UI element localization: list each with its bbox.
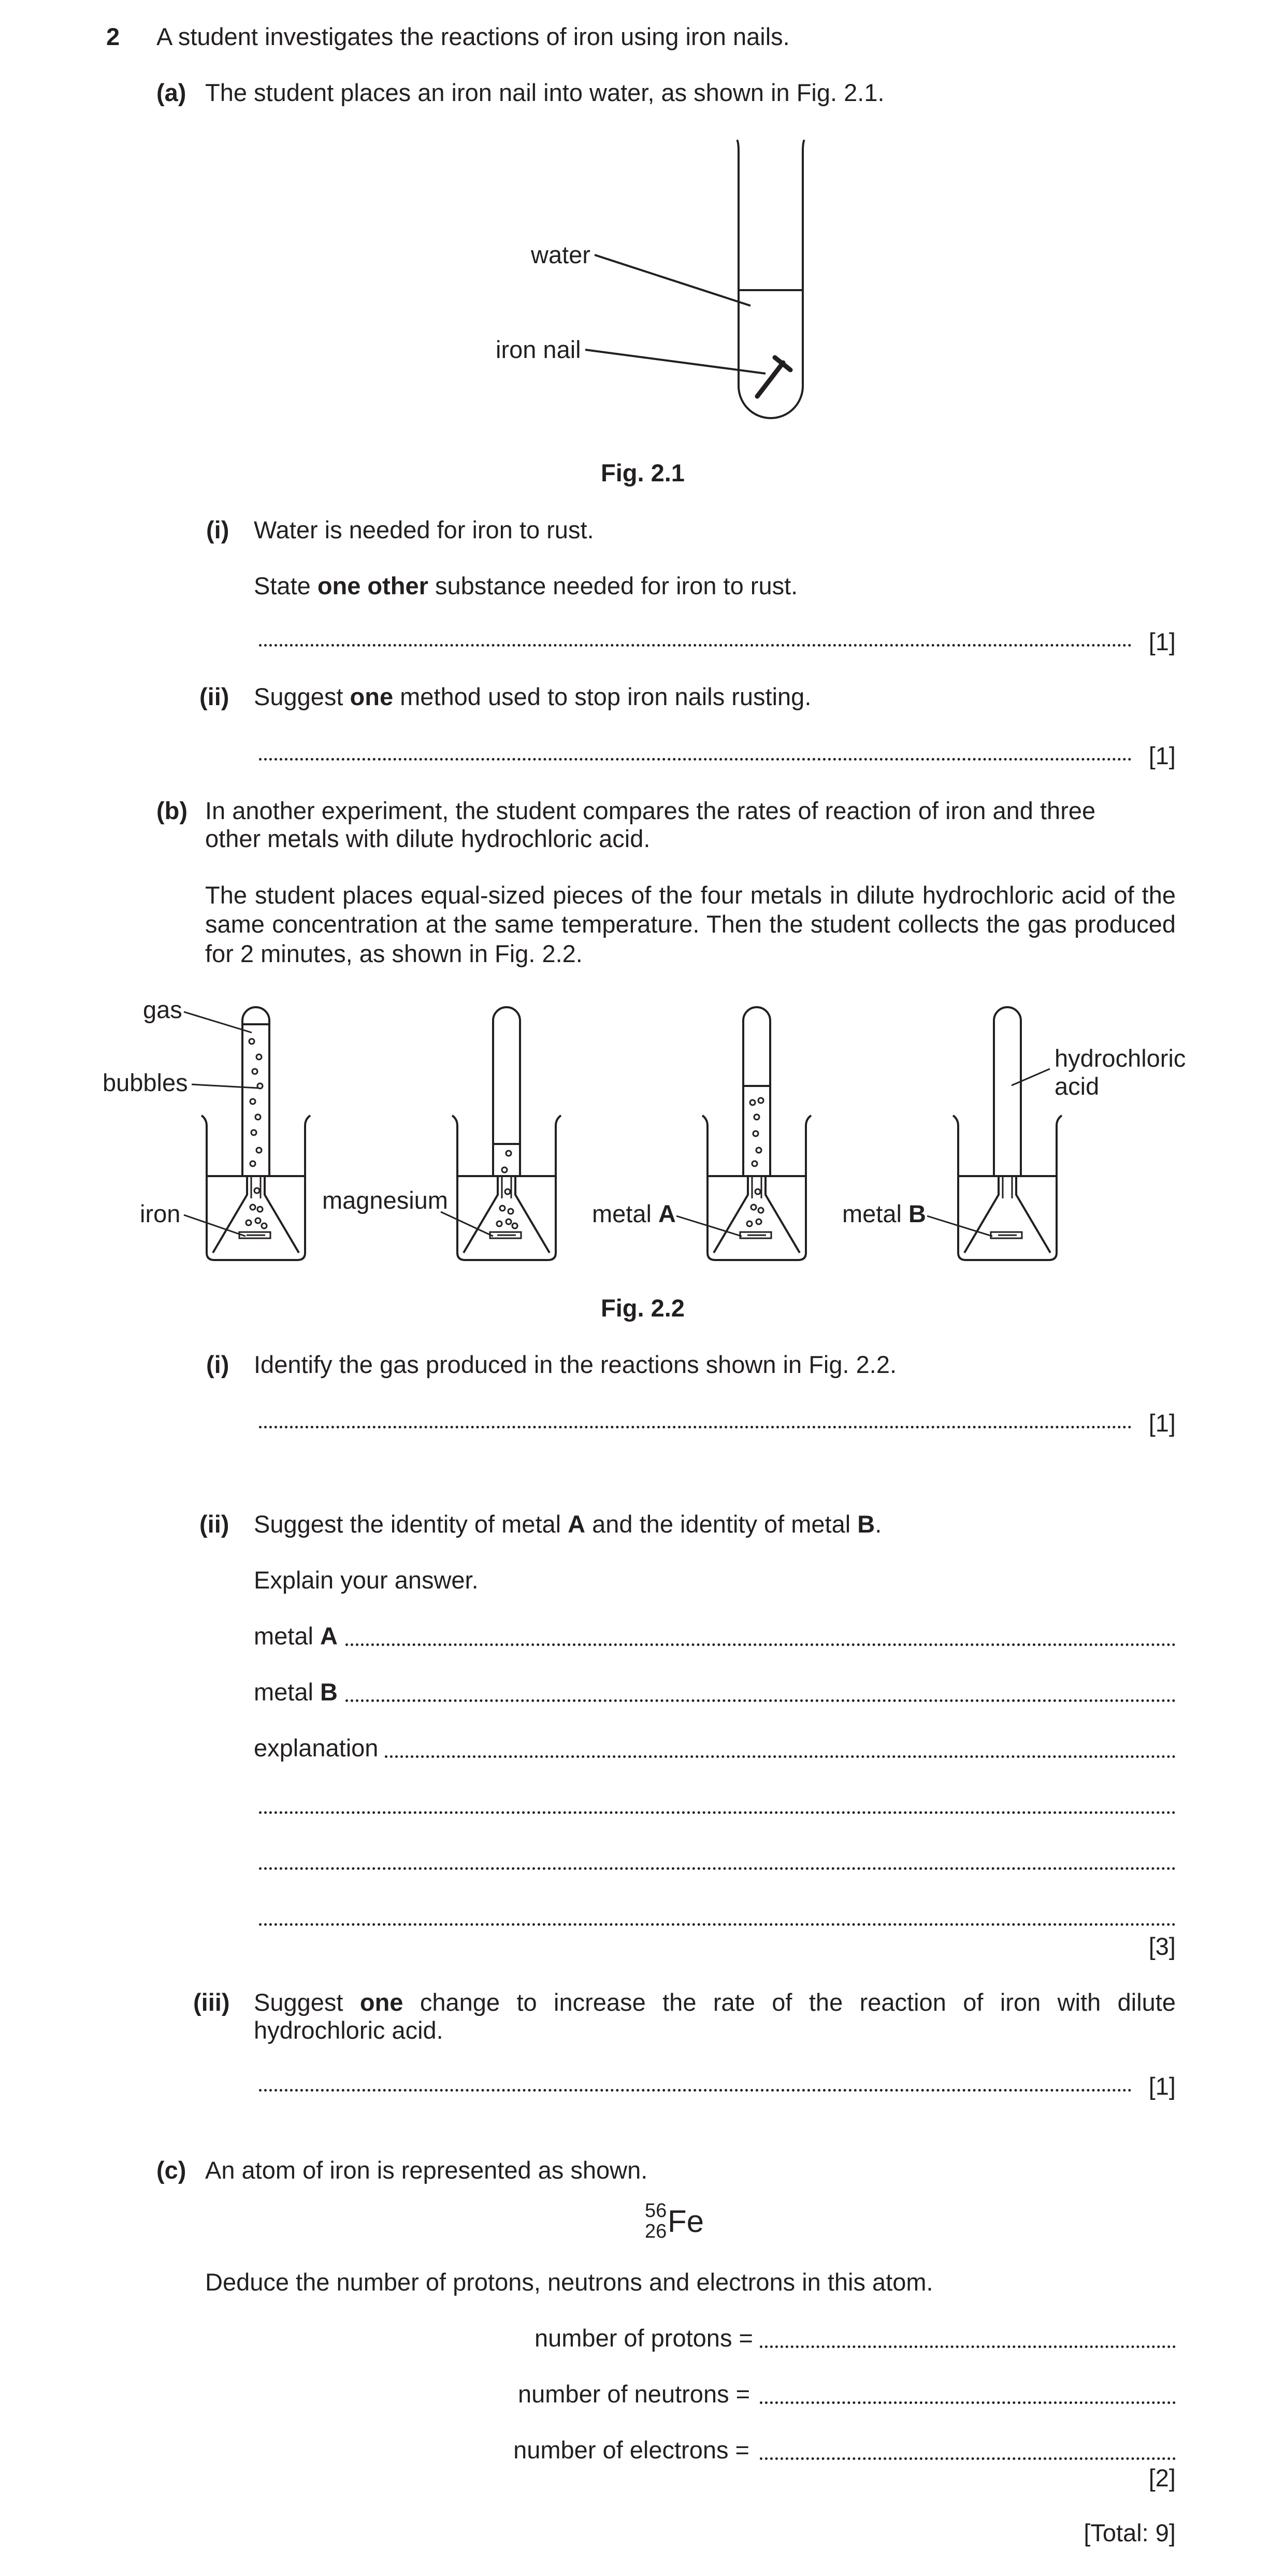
part-c-text: An atom of iron is represented as shown.	[205, 2156, 648, 2184]
gas-label: gas	[143, 996, 182, 1023]
mark-a-ii: [1]	[1148, 742, 1176, 769]
neutrons-label: number of neutrons =	[518, 2380, 750, 2408]
answer-line-neutrons[interactable]	[760, 2401, 1176, 2404]
apparatus-metal-a	[702, 1007, 811, 1260]
electrons-label: number of electrons =	[513, 2436, 749, 2464]
fig-2-1-caption: Fig. 2.1	[601, 459, 685, 486]
protons-label: number of protons =	[535, 2324, 753, 2352]
part-b-i-label: (i)	[206, 1351, 229, 1378]
iron-leader	[184, 1215, 246, 1236]
metal-b-answer-label: metal B	[254, 1678, 338, 1706]
part-b-para2: The student places equal-sized pieces of the four metals in dilute hydrochloric acid of the same concentration at the same temperature. Then the student collects the gas produced for 2 minutes, as shown in Fig. 2.2.	[205, 881, 1176, 967]
answer-line-electrons[interactable]	[760, 2457, 1176, 2460]
part-a-i-label: (i)	[206, 516, 229, 543]
part-a-ii-text: Suggest one method used to stop iron nails rusting.	[254, 683, 812, 710]
answer-line-b-iii[interactable]	[259, 2089, 1132, 2092]
mass-number: 56	[645, 2200, 667, 2222]
part-a-text: The student places an iron nail into water, as shown in Fig. 2.1.	[205, 79, 885, 106]
atomic-number: 26	[645, 2221, 667, 2242]
water-label: water	[531, 241, 590, 268]
question-number: 2	[106, 23, 120, 50]
answer-line-explanation-2[interactable]	[259, 1811, 1176, 1814]
part-a-i-line1: Water is needed for iron to rust.	[254, 516, 594, 543]
explanation-label: explanation	[254, 1734, 379, 1762]
apparatus-magnesium	[452, 1007, 561, 1260]
question-intro: A student investigates the reactions of iron using iron nails.	[156, 23, 790, 50]
acid-label-line1: hydrochloric	[1055, 1044, 1186, 1072]
part-b-i-text: Identify the gas produced in the reactions shown in Fig. 2.2.	[254, 1351, 897, 1378]
apparatus-iron	[201, 1007, 310, 1260]
metal-b-leader	[927, 1216, 992, 1236]
part-c-label: (c)	[156, 2156, 186, 2184]
iron-nail-label: iron nail	[496, 336, 581, 363]
element-symbol: Fe	[668, 2204, 704, 2239]
part-b-iii-line1: Suggest one change to increase the rate of the reaction of iron with dilute	[254, 1988, 1176, 2016]
metal-a-leader	[676, 1216, 742, 1236]
part-b-iii-label: (iii)	[193, 1988, 230, 2016]
part-b-ii-question: Suggest the identity of metal A and the identity of metal B.	[254, 1510, 882, 1538]
mark-b-i: [1]	[1148, 1409, 1176, 1437]
part-b-ii-explain: Explain your answer.	[254, 1566, 479, 1594]
answer-line-b-i[interactable]	[259, 1426, 1132, 1428]
part-b-para1-line2: other metals with dilute hydrochloric acid.	[205, 825, 651, 852]
iron-isotope-symbol	[645, 2201, 712, 2248]
answer-line-protons[interactable]	[760, 2345, 1176, 2348]
part-b-iii-line2: hydrochloric acid.	[254, 2016, 443, 2044]
bubbles-leader	[192, 1084, 258, 1088]
apparatus-metal-b	[953, 1007, 1062, 1260]
mark-b-ii: [3]	[1148, 1933, 1176, 1960]
acid-label-line2: acid	[1055, 1072, 1100, 1100]
answer-line-explanation-4[interactable]	[259, 1923, 1176, 1926]
answer-line-metal-a[interactable]	[345, 1643, 1176, 1646]
part-b-label: (b)	[156, 797, 188, 824]
fig-2-2-caption: Fig. 2.2	[601, 1294, 685, 1322]
total-marks: [Total: 9]	[1084, 2519, 1176, 2546]
magnesium-label: magnesium	[322, 1186, 448, 1214]
acid-leader	[1012, 1069, 1050, 1085]
part-a-i-line2: State one other substance needed for iron to rust.	[254, 572, 798, 599]
mark-a-i: [1]	[1148, 628, 1176, 655]
part-c-deduce: Deduce the number of protons, neutrons and electrons in this atom.	[205, 2268, 933, 2296]
metal-a-label: metal A	[592, 1200, 676, 1227]
part-b-para1-line1: In another experiment, the student compares the rates of reaction of iron and three	[205, 797, 1096, 824]
metal-a-answer-label: metal A	[254, 1622, 338, 1650]
metal-b-label: metal B	[842, 1200, 926, 1227]
mark-b-iii: [1]	[1148, 2072, 1176, 2100]
answer-line-explanation-3[interactable]	[259, 1867, 1176, 1870]
part-a-label: (a)	[156, 79, 186, 106]
answer-line-explanation-1[interactable]	[385, 1755, 1176, 1758]
answer-line-metal-b[interactable]	[345, 1699, 1176, 1702]
bubbles-label: bubbles	[103, 1069, 188, 1096]
part-a-ii-label: (ii)	[199, 683, 229, 710]
iron-label: iron	[140, 1200, 181, 1227]
part-b-ii-label: (ii)	[199, 1510, 229, 1538]
mark-c: [2]	[1148, 2464, 1176, 2492]
